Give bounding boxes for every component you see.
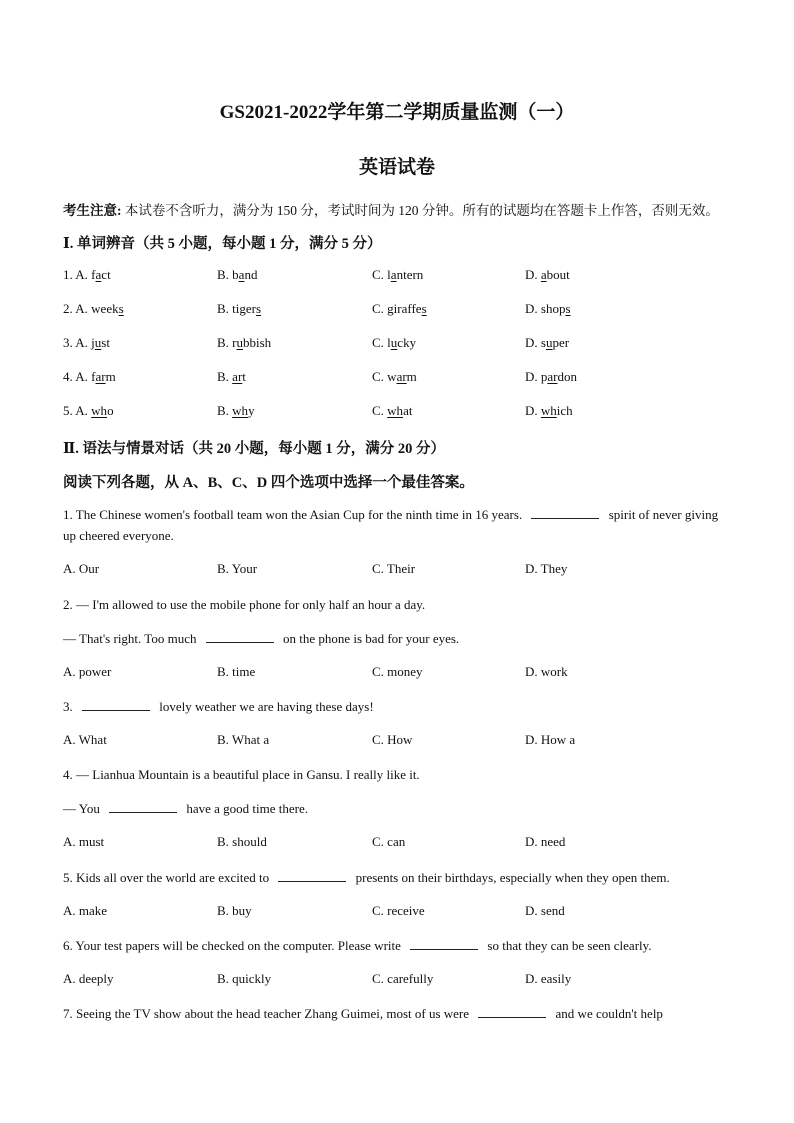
option-c: C. money bbox=[372, 664, 423, 679]
option-c: C. can bbox=[372, 834, 406, 849]
answer-blank bbox=[410, 937, 478, 950]
option-c: C. How bbox=[372, 732, 413, 747]
phonics-row bbox=[63, 369, 743, 387]
option-d: D. super bbox=[525, 335, 570, 350]
option-b: B. tigers bbox=[217, 301, 262, 316]
option-c: C. receive bbox=[372, 903, 425, 918]
option-a: 5. A. who bbox=[63, 403, 114, 418]
answer-blank bbox=[531, 506, 599, 519]
option-a: 3. A. just bbox=[63, 335, 110, 350]
question-4-reply: — You have a good time there. bbox=[63, 801, 309, 816]
option-d: D. work bbox=[525, 664, 568, 679]
option-c: C. carefully bbox=[372, 971, 434, 986]
option-b: B. why bbox=[217, 403, 255, 418]
option-d: D. They bbox=[525, 561, 568, 576]
notice-label: 考生注意: bbox=[63, 203, 122, 218]
option-c: C. lantern bbox=[372, 267, 424, 282]
option-a: 4. A. farm bbox=[63, 369, 116, 384]
answer-blank bbox=[82, 698, 150, 711]
option-b: B. rubbish bbox=[217, 335, 272, 350]
option-a: 1. A. fact bbox=[63, 267, 111, 282]
option-b: B. should bbox=[217, 834, 267, 849]
question-2-reply: — That's right. Too much on the phone is bad for your eyes. bbox=[63, 631, 460, 646]
options-row bbox=[63, 561, 743, 579]
option-a: A. power bbox=[63, 664, 112, 679]
options-row bbox=[63, 664, 743, 682]
option-c: C. what bbox=[372, 403, 413, 418]
options-row bbox=[63, 971, 743, 989]
option-c: C. giraffes bbox=[372, 301, 427, 316]
question-7: 7. Seeing the TV show about the head teacher Zhang Guimei, most of us were and we couldn't help bbox=[63, 1006, 663, 1021]
option-d: D. send bbox=[525, 903, 565, 918]
phonics-row bbox=[63, 403, 743, 421]
option-b: B. band bbox=[217, 267, 258, 282]
option-d: D. which bbox=[525, 403, 573, 418]
question-5: 5. Kids all over the world are excited to presents on their birthdays, especially when they open them. bbox=[63, 870, 670, 885]
option-d: D. about bbox=[525, 267, 570, 282]
phonics-row bbox=[63, 267, 743, 285]
option-a: A. deeply bbox=[63, 971, 114, 986]
option-c: C. Their bbox=[372, 561, 416, 576]
option-b: B. quickly bbox=[217, 971, 272, 986]
option-a: A. What bbox=[63, 732, 107, 747]
question-1: 1. The Chinese women's football team won the Asian Cup for the ninth time in 16 years. spirit of never giving up cheered everyone. bbox=[63, 507, 719, 543]
option-d: D. How a bbox=[525, 732, 576, 747]
exam-subtitle: 英语试卷 bbox=[358, 157, 435, 178]
options-row bbox=[63, 834, 743, 852]
section2-instruction: 阅读下列各题，从 A、B、C、D 四个选项中选择一个最佳答案。 bbox=[63, 475, 474, 491]
question-6: 6. Your test papers will be checked on the computer. Please write so that they can be seen clearly. bbox=[63, 938, 652, 953]
exam-notice bbox=[63, 199, 719, 219]
question-4: 4. — Lianhua Mountain is a beautiful place in Gansu. I really like it. bbox=[63, 767, 420, 782]
exam-title: GS2021-2022学年第二学期质量监测（一） bbox=[219, 102, 575, 123]
option-d: D. shops bbox=[525, 301, 571, 316]
phonics-row bbox=[63, 301, 743, 319]
option-a: A. Our bbox=[63, 561, 100, 576]
option-b: B. art bbox=[217, 369, 246, 384]
option-a: 2. A. weeks bbox=[63, 301, 124, 316]
option-b: B. What a bbox=[217, 732, 270, 747]
section1-heading: Ⅰ. 单词辨音（共 5 小题，每小题 1 分，满分 5 分） bbox=[63, 236, 382, 252]
options-row bbox=[63, 732, 743, 750]
answer-blank bbox=[478, 1005, 546, 1018]
answer-blank bbox=[109, 800, 177, 813]
answer-blank bbox=[206, 630, 274, 643]
option-b: B. buy bbox=[217, 903, 252, 918]
phonics-row bbox=[63, 335, 743, 353]
option-d: D. need bbox=[525, 834, 566, 849]
option-c: C. warm bbox=[372, 369, 417, 384]
option-b: B. time bbox=[217, 664, 256, 679]
question-3: 3. lovely weather we are having these days! bbox=[63, 699, 374, 714]
option-d: D. pardon bbox=[525, 369, 577, 384]
option-c: C. lucky bbox=[372, 335, 417, 350]
option-b: B. Your bbox=[217, 561, 258, 576]
notice-text: 本试卷不含听力，满分为 150 分，考试时间为 120 分钟。所有的试题均在答题卡上作答，否则无效。 bbox=[121, 203, 719, 218]
question-2: 2. — I'm allowed to use the mobile phone for only half an hour a day. bbox=[63, 597, 426, 612]
option-a: A. make bbox=[63, 903, 108, 918]
options-row bbox=[63, 903, 743, 921]
option-d: D. easily bbox=[525, 971, 572, 986]
section2-heading: Ⅱ. 语法与情景对话（共 20 小题，每小题 1 分，满分 20 分） bbox=[63, 441, 445, 457]
option-a: A. must bbox=[63, 834, 105, 849]
answer-blank bbox=[278, 869, 346, 882]
